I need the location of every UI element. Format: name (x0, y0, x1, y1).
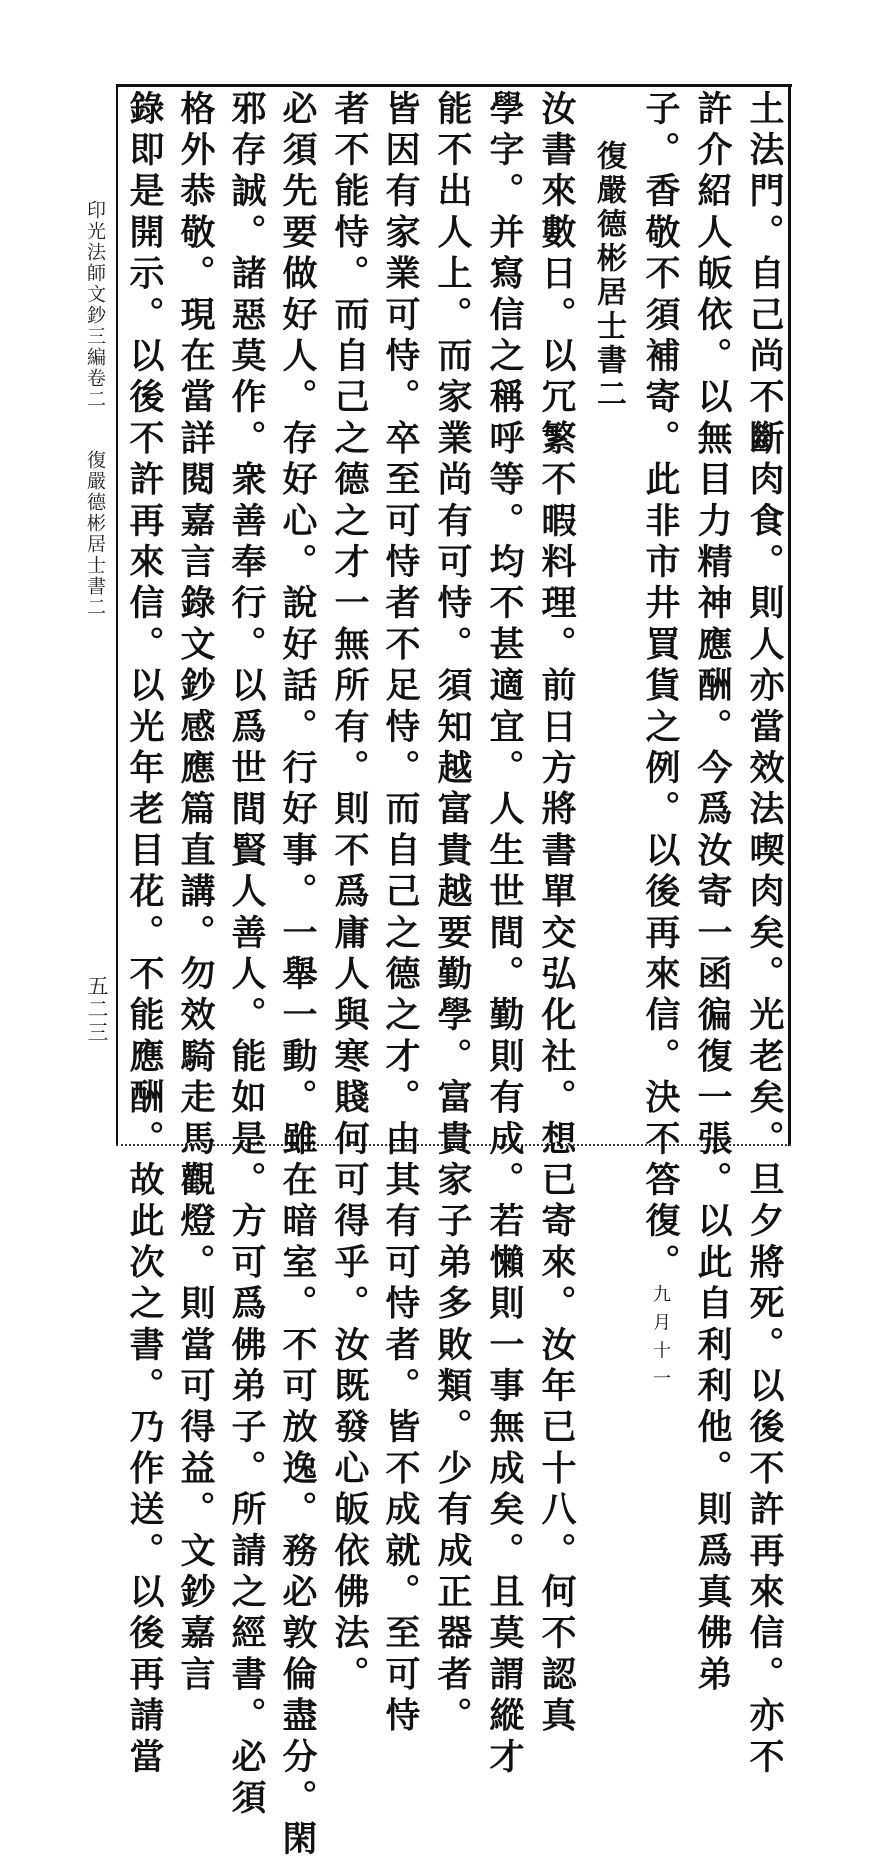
text-column-13: 錄即是開示。以後不許再來信。以光年老目花。不能應酬。故此次之書。乃作送。以後再請當 (124, 90, 165, 1780)
page-number: 五二三 (85, 975, 109, 1044)
text-column-10: 必須先要做好人。存好心。說好話。行好事。一舉一動。雖在暗室。不可放逸。務必敦倫盡分。閑 (277, 90, 318, 1862)
text-column-12: 格外恭敬。現在當詳閱嘉言錄文鈔感應篇直講。勿效騎走馬觀燈。則當可得益。文鈔嘉言 (175, 90, 216, 1697)
date-note: 九月十一 (650, 1284, 671, 1397)
frame-left-line (116, 84, 118, 1146)
frame-top-line (118, 84, 792, 87)
text-column-8: 皆因有家業可恃。卒至可恃者不足恃。而自己之德之才。由其有可恃者。皆不成就。至可恃 (380, 90, 421, 1738)
chapter-title: 復嚴德彬居士書二 (84, 450, 106, 618)
frame-right-line (788, 84, 791, 1146)
letter-title: 復嚴德彬居士書二 (591, 140, 626, 412)
text-column-7: 能不出人上。而家業尚有可恃。須知越富貴越要勤學。富貴家子弟多敗類。少有成正器者。 (432, 90, 473, 1738)
text-column-1: 土法門。自己尚不斷肉食。則人亦當效法喫肉矣。光老矣。旦夕將死。以後不許再來信。亦不 (744, 90, 785, 1780)
book-title: 印光法師文鈔三編卷二 (84, 200, 106, 410)
text-column-2: 許介紹人皈依。以無目力精神應酬。今爲汝寄一函徧復一張。以此自利利他。則爲真佛弟 (692, 90, 733, 1697)
text-column-6: 學字。并寫信之稱呼等。均不甚適宜。人生世間。勤則有成。若懶則一事無成矣。且莫謂縱才 (484, 90, 525, 1780)
text-column-3 (636, 90, 684, 1397)
text-column-5: 汝書來數日。以冗繁不暇料理。前日方將書單交弘化社。想已寄來。汝年已十八。何不認真 (536, 90, 577, 1738)
text-column-3-body: 子。香敬不須補寄。此非市井買貨之例。以後再來信。決不答復。 (640, 90, 681, 1285)
text-column-11: 邪存誠。諸惡莫作。衆善奉行。以爲世間賢人善人。能如是。方可爲佛弟子。所請之經書。必須 (226, 90, 267, 1821)
text-column-9: 者不能恃。而自己之德之才一無所有。則不爲庸人與寒賤何可得乎。汝既發心皈依佛法。 (329, 90, 370, 1697)
